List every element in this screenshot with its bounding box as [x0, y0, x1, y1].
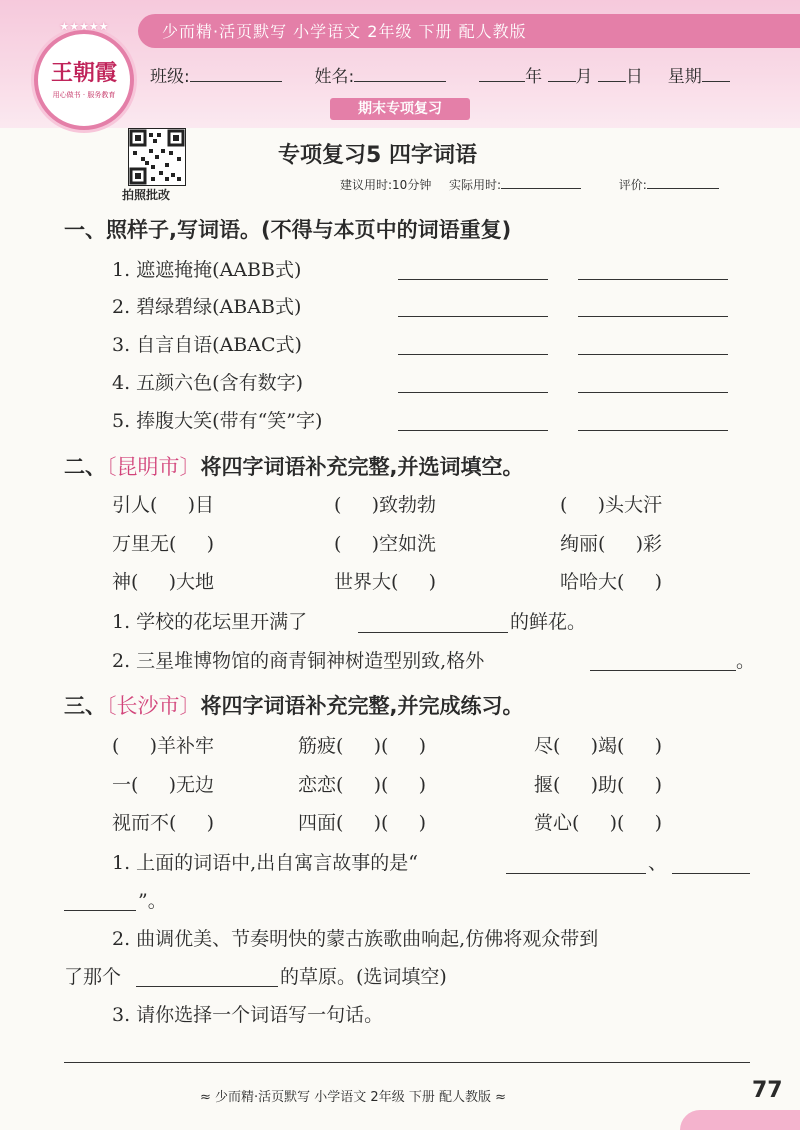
logo-stars: ★★★★★ [59, 20, 109, 33]
s3-word-7: 视而不( ) [112, 812, 215, 834]
s2-title: 将四字词语补充完整,并选词填空。 [200, 455, 524, 479]
s3-q1-answer-2-cont[interactable] [64, 910, 136, 911]
s2-city-tag: 〔昆明市〕 [106, 455, 201, 479]
page-title: 专项复习5 四字词语 [278, 143, 477, 168]
s1-answer-4a[interactable] [398, 392, 548, 393]
brand-name: 王朝霞 [50, 60, 117, 86]
s1-answer-1a[interactable] [398, 279, 548, 280]
s3-word-8: 四面( )( ) [298, 812, 427, 834]
s1-answer-4b[interactable] [578, 392, 728, 393]
week-label: 星期 [667, 67, 702, 87]
page-number: 77 [752, 1078, 783, 1103]
day-label: 日 [625, 67, 643, 87]
series-title: 少而精·活页默写 小学语文 2年级 下册 配人教版 [162, 22, 527, 41]
s2-q2-tail: 。 [736, 650, 756, 672]
s3-q3-answer[interactable] [64, 1062, 750, 1063]
month-field[interactable] [548, 67, 576, 82]
s2-q2-text: 2. 三星堆博物馆的商青铜神树造型别致,格外 [112, 650, 485, 672]
actual-time-field[interactable] [501, 178, 581, 189]
week-field[interactable] [702, 67, 730, 82]
student-info-line [150, 62, 730, 87]
s2-word-8: 世界大( ) [334, 571, 437, 593]
s3-q1-sep: 、 [648, 852, 668, 874]
s2-word-4: 万里无( ) [112, 533, 215, 555]
s2-q1-tail: 的鲜花。 [510, 611, 587, 633]
s3-q1-answer-2[interactable] [672, 873, 750, 874]
s3-q2-line2: 了那个 [64, 966, 122, 988]
brand-sub: 用心做书 · 服务教育 [52, 91, 116, 99]
class-field[interactable] [190, 67, 282, 82]
s2-word-1: 引人( )目 [112, 494, 215, 516]
brand-logo [34, 20, 134, 130]
review-tag: 期末专项复习 [330, 98, 470, 120]
section-2-heading [64, 451, 523, 481]
s1-item-5: 5. 捧腹大笑(带有“笑”字) [112, 410, 323, 432]
s3-q2-text: 2. 曲调优美、节奏明快的蒙古族歌曲响起,仿佛将观众带到 [112, 928, 599, 950]
s2-word-2: ( )致勃勃 [334, 494, 437, 516]
s3-q1-answer-1[interactable] [506, 873, 646, 874]
s2-number: 二、 [64, 455, 106, 479]
s1-item-1: 1. 遮遮掩掩(AABB式) [112, 259, 302, 281]
suggested-time: 建议用时:10分钟 [340, 178, 432, 192]
s1-answer-5b[interactable] [578, 430, 728, 431]
s3-word-4: 一( )无边 [112, 774, 215, 796]
name-field[interactable] [354, 67, 446, 82]
s2-q2-answer[interactable] [590, 670, 736, 671]
s3-word-3: 尽( )竭( ) [534, 735, 663, 757]
s1-answer-2a[interactable] [398, 316, 548, 317]
s2-word-7: 神( )大地 [112, 571, 215, 593]
s1-item-4: 4. 五颜六色(含有数字) [112, 372, 303, 394]
s3-q2-answer[interactable] [136, 986, 278, 987]
s1-answer-5a[interactable] [398, 430, 548, 431]
s2-word-5: ( )空如洗 [334, 533, 437, 555]
s3-title: 将四字词语补充完整,并完成练习。 [200, 694, 524, 718]
s3-q3-text: 3. 请你选择一个词语写一句话。 [112, 1004, 384, 1026]
class-label: 班级: [150, 67, 190, 87]
s2-word-3: ( )头大汗 [560, 494, 663, 516]
section-3-heading [64, 690, 523, 720]
s1-item-2: 2. 碧绿碧绿(ABAB式) [112, 296, 302, 318]
qr-code-icon[interactable] [128, 128, 186, 186]
evaluation-field[interactable] [647, 178, 719, 189]
month-label: 月 [575, 67, 593, 87]
section-1-heading: 一、照样子,写词语。(不得与本页中的词语重复) [64, 218, 512, 242]
s2-word-9: 哈哈大( ) [560, 571, 663, 593]
s3-q2-tail: 的草原。(选词填空) [280, 966, 447, 988]
s1-answer-1b[interactable] [578, 279, 728, 280]
s3-city-tag: 〔长沙市〕 [106, 694, 201, 718]
s1-answer-3a[interactable] [398, 354, 548, 355]
year-field[interactable] [479, 67, 525, 82]
day-field[interactable] [598, 67, 626, 82]
s1-answer-2b[interactable] [578, 316, 728, 317]
s3-q1-text: 1. 上面的词语中,出自寓言故事的是“ [112, 852, 418, 874]
s2-q1-answer[interactable] [358, 632, 508, 633]
s3-word-1: ( )羊补牢 [112, 735, 215, 757]
evaluation-label: 评价: [618, 178, 647, 192]
s3-word-6: 揠( )助( ) [534, 774, 663, 796]
s3-q1-tail: ”。 [138, 890, 167, 912]
qr-label: 拍照批改 [122, 188, 171, 202]
s2-q1-text: 1. 学校的花坛里开满了 [112, 611, 308, 633]
s1-item-3: 3. 自言自语(ABAC式) [112, 334, 302, 356]
year-label: 年 [525, 67, 543, 87]
name-label: 姓名: [314, 67, 355, 87]
s1-answer-3b[interactable] [578, 354, 728, 355]
footer-wave [680, 1110, 800, 1130]
s3-word-5: 恋恋( )( ) [298, 774, 427, 796]
s2-word-6: 绚丽( )彩 [560, 533, 663, 555]
footer-series: ≈ 少而精·活页默写 小学语文 2年级 下册 配人教版 ≈ [200, 1090, 506, 1105]
actual-time-label: 实际用时: [448, 178, 502, 192]
timing-line [340, 176, 719, 193]
s3-word-2: 筋疲( )( ) [298, 735, 427, 757]
s3-word-9: 赏心( )( ) [534, 812, 663, 834]
s3-number: 三、 [64, 694, 106, 718]
